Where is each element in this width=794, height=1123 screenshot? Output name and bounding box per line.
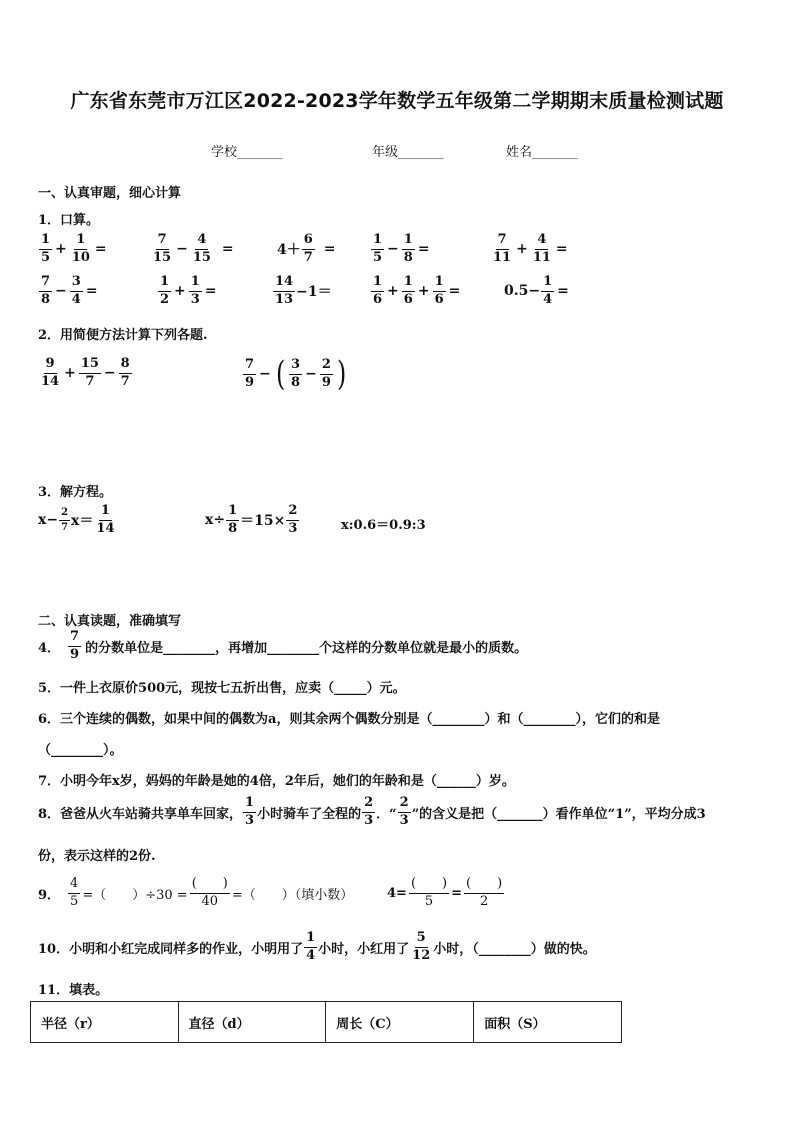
q1-item-4: $\frac{1}{5}$ − $\frac{1}{8}$ = (373, 232, 430, 265)
q5: 5．一件上衣原价500元，现按七五折出售，应卖（_____）元。 (38, 681, 406, 696)
q10: 10．小明和小红完成同样多的作业，小明用了 $\frac{1}{4}$ 小时，小红用了 $\frac{5}{12}$ 小时，（________）做的快。 (38, 930, 596, 963)
q8-line-1: 8．爸爸从火车站骑共享单车回家， $\frac{1}{3}$ 小时骑车了全程的 $\frac{2}{3}$ ．“ $\frac{2}{3}$ ”的含义是把（_______）看作单位“1”，平均分成3 (38, 795, 706, 828)
q3-equation-2: x÷ $\frac{1}{8}$ ＝15× $\frac{2}{3}$ (205, 503, 298, 536)
q3-label: 3．解方程。 (38, 485, 113, 500)
q9: 9． $\frac{4}{5}$ =（ ）÷30 = $\frac{( )}{40}$ =（ ）（填小数） (38, 876, 354, 909)
q6-line-1: 6．三个连续的偶数，如果中间的偶数为a，则其余两个偶数分别是（________）和（________），它们的和是 (38, 712, 660, 727)
name-field: 姓名_______ (506, 145, 578, 160)
q1-item-2: $\frac{7}{15}$ − $\frac{4}{15}$ = (153, 232, 234, 265)
q4: 4． $\frac{7}{9}$ 的分数单位是________，再增加________个这样的分数单位就是最小的质数。 (38, 629, 528, 662)
q1-item-7: $\frac{1}{2}$ + $\frac{1}{3}$ = (160, 274, 217, 307)
q11-table (30, 1001, 622, 1043)
q6-line-2: （________）。 (38, 743, 123, 758)
q1-item-5: $\frac{7}{11}$ + $\frac{4}{11}$ = (493, 232, 568, 265)
q7: 7．小明今年x岁，妈妈的年龄是她的4倍，2年后，她们的年龄和是（______）岁。 (38, 774, 515, 789)
table-header-cell: 周长（C） (326, 1002, 474, 1043)
fraction: $\frac{1}{10}$ (71, 232, 90, 265)
q1-item-3: 4＋ $\frac{6}{7}$ = (277, 232, 336, 265)
section-2-heading: 二、认真读题，准确填写 (38, 614, 182, 629)
fraction: $\frac{1}{5}$ (41, 232, 51, 265)
q8-line-2: 份，表示这样的2份. (38, 849, 156, 864)
q2-expression-1: $\frac{9}{14}$ + $\frac{15}{7}$ − $\frac{8}{7}$ (41, 356, 130, 389)
q1-item-1: $\frac{1}{5}$ + $\frac{1}{10}$ = (41, 232, 107, 265)
school-field: 学校_______ (211, 145, 283, 160)
table-header-cell: 半径（r） (31, 1002, 179, 1043)
q1-item-10: 0.5− $\frac{1}{4}$ = (504, 274, 569, 307)
table-row (31, 1002, 622, 1043)
page-title: 广东省东莞市万江区2022-2023学年数学五年级第二学期期末质量检测试题 (70, 90, 724, 112)
q9-part-2: 4= $\frac{( )}{5}$ = $\frac{( )}{2}$ (387, 876, 503, 909)
table-header-cell: 面积（S） (474, 1002, 622, 1043)
q1-item-9: $\frac{1}{6}$ + $\frac{1}{6}$ + $\frac{1}{6}$ = (373, 274, 461, 307)
grade-field: 年级_______ (372, 145, 444, 160)
q11-label: 11．填表。 (38, 983, 109, 998)
q2-expression-2: $\frac{7}{9}$ − ( $\frac{3}{8}$ − $\frac{2}{9}$ ) (245, 354, 347, 394)
q2-label: 2．用简便方法计算下列各题. (38, 328, 208, 343)
table-header-cell: 直径（d） (178, 1002, 326, 1043)
q1-label: 1．口算。 (38, 213, 100, 228)
section-1-heading: 一、认真审题，细心计算 (38, 186, 182, 201)
q3-equation-3: x:0.6＝0.9:3 (341, 518, 426, 533)
q1-item-8: $\frac{14}{13}$ −1＝ (275, 274, 332, 307)
q1-item-6: $\frac{7}{8}$ − $\frac{3}{4}$ = (41, 274, 98, 307)
q3-equation-1: x− $\frac{2}{7}$ x＝ $\frac{1}{14}$ (38, 503, 115, 536)
